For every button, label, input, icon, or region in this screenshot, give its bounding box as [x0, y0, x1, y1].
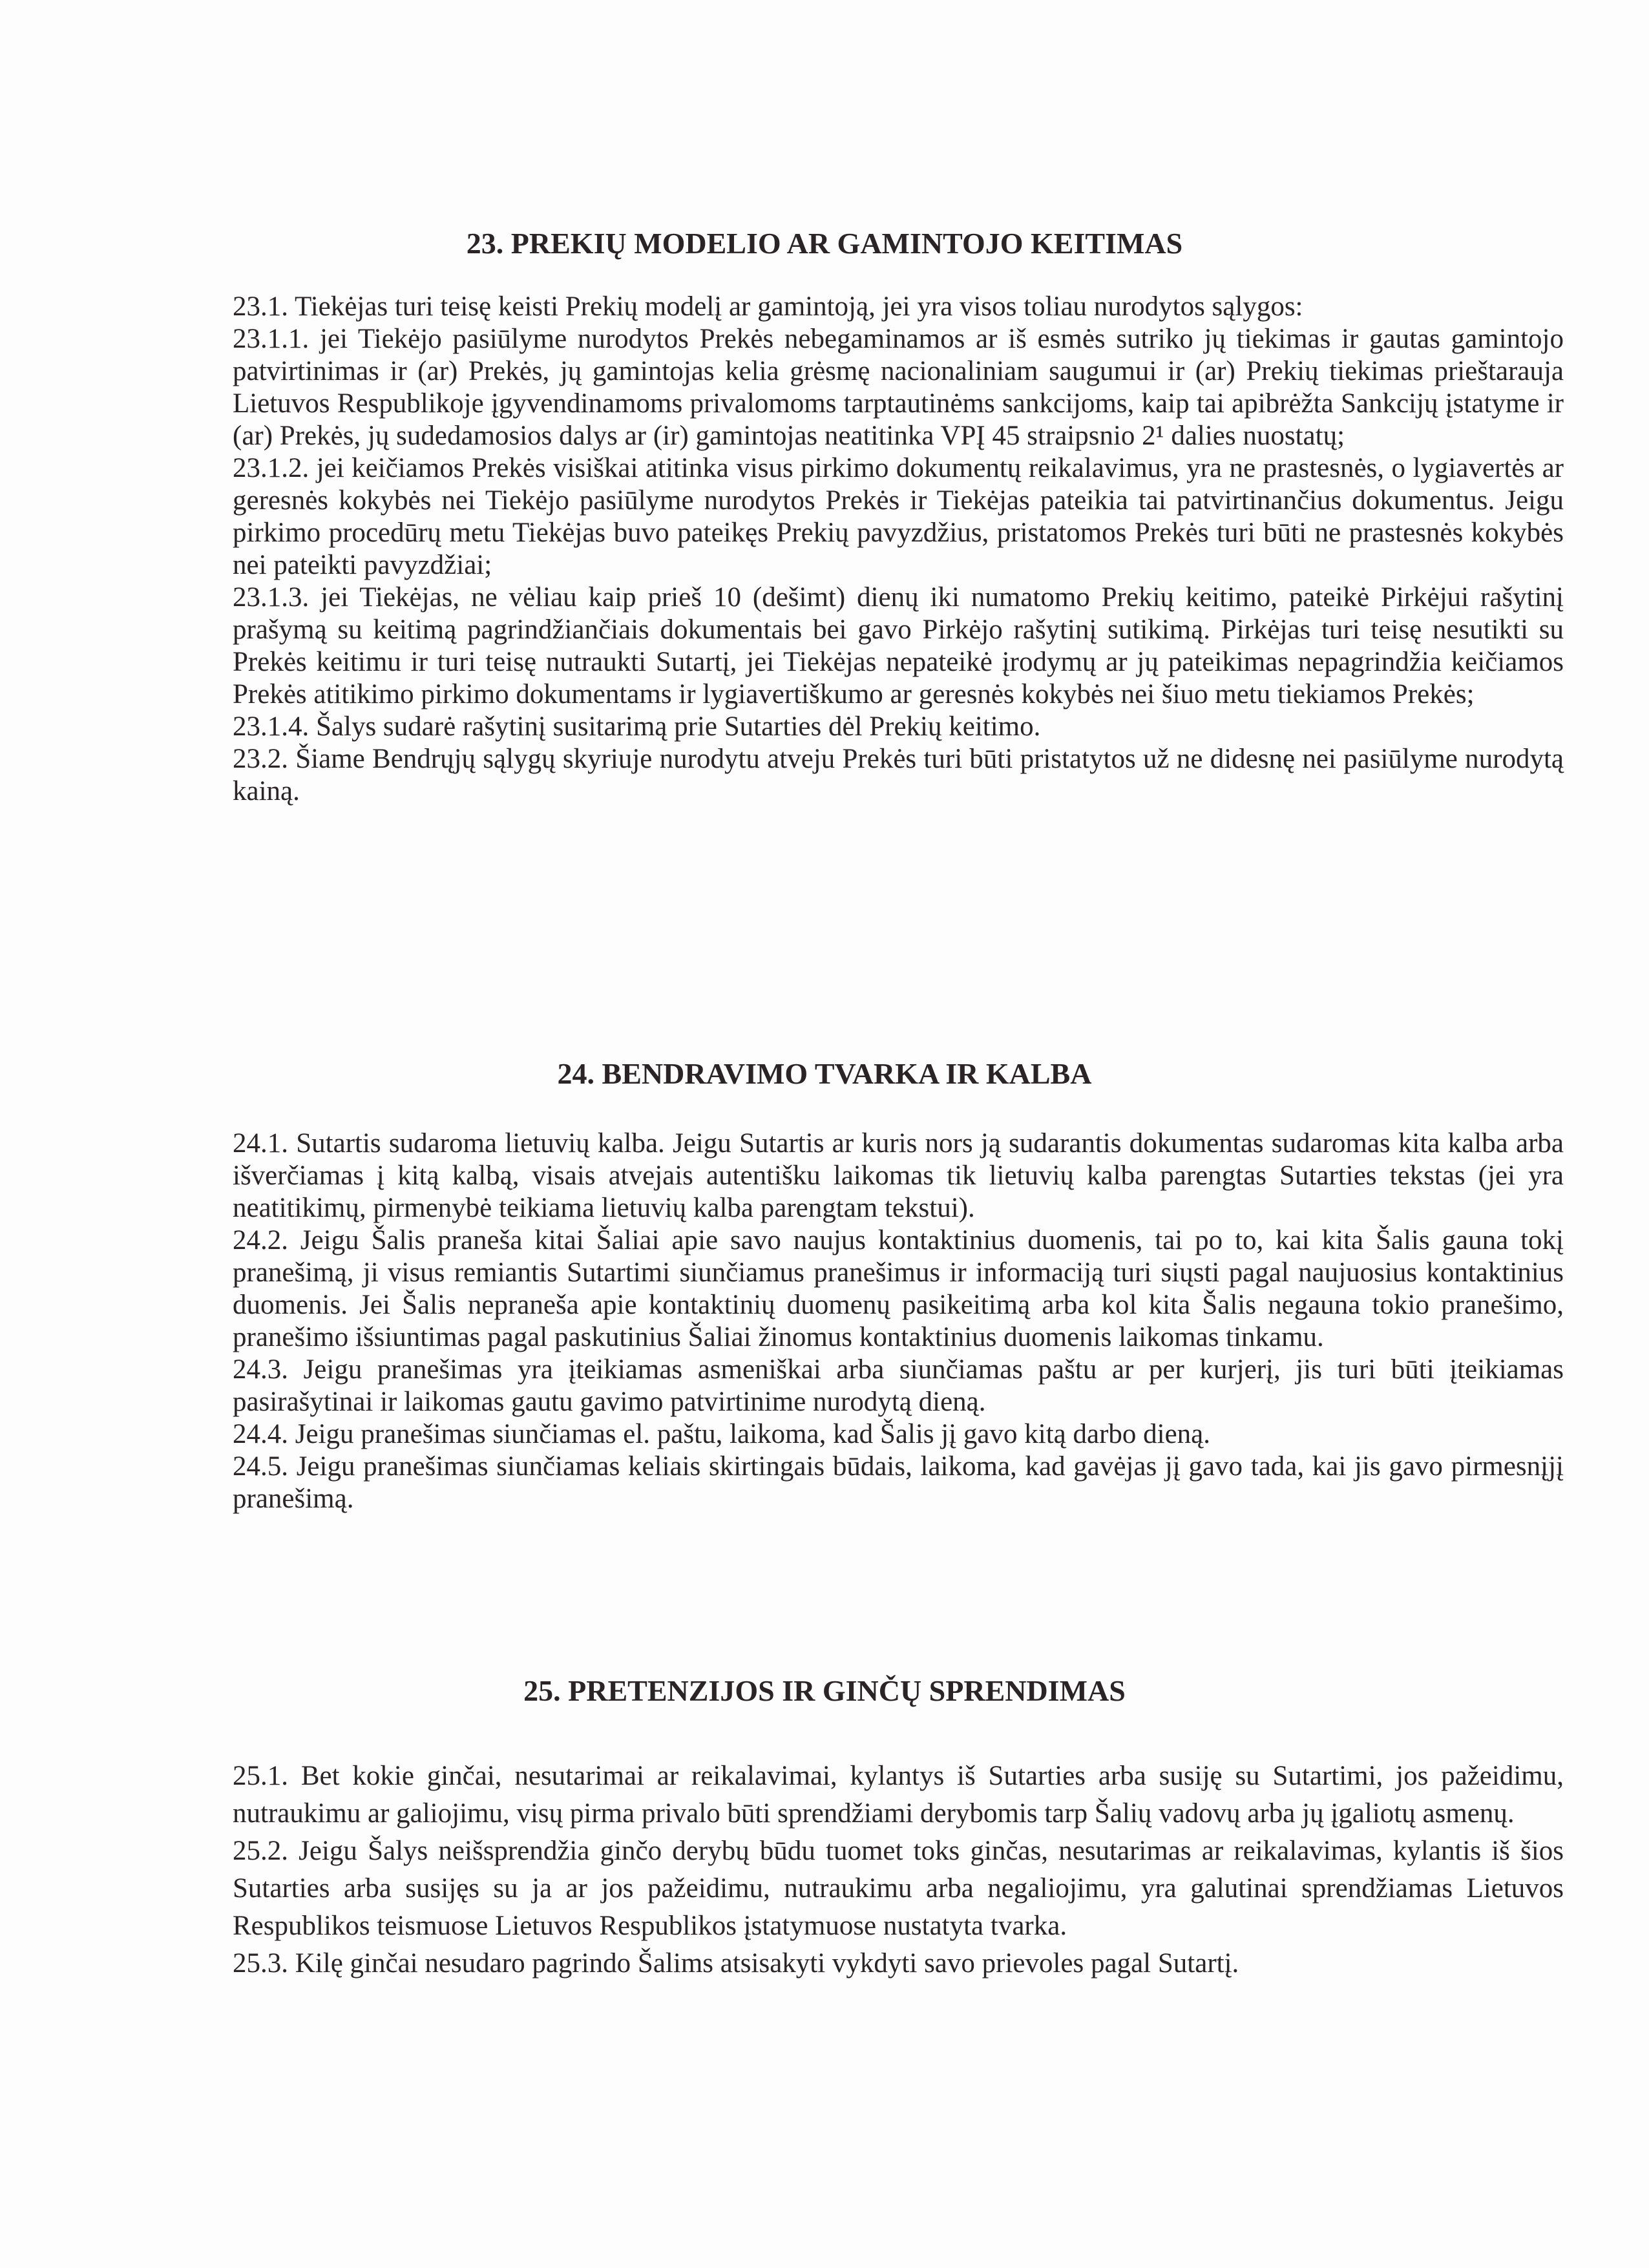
clause-24-4: 24.4. Jeigu pranešimas siunčiamas el. paštu, laikoma, kad Šalis jį gavo kitą darbo dieną.: [233, 1419, 1211, 1449]
section-25-heading: 25. PRETENZIJOS IR GINČŲ SPRENDIMAS: [523, 1674, 1126, 1707]
clause-24-3: 24.3. Jeigu pranešimas yra įteikiamas asmeniškai arba siunčiamas paštu ar per kurjerį, jis turi būti įteikiamas pasirašytinai ir laikomas gautu gavimo patvirtinime nurodytą dieną.: [233, 1354, 1564, 1417]
clause-25-3: 25.3. Kilę ginčai nesudaro pagrindo Šalims atsisakyti vykdyti savo prievoles pagal Sutartį.: [233, 1948, 1239, 1979]
section-24-heading: 24. BENDRAVIMO TVARKA IR KALBA: [557, 1057, 1092, 1090]
clause-23-1-4: 23.1.4. Šalys sudarė rašytinį susitarimą prie Sutarties dėl Prekių keitimo.: [233, 711, 1041, 742]
section-24-body: [233, 1128, 1564, 1515]
clause-23-2: 23.2. Šiame Bendrųjų sąlygų skyriuje nurodytu atveju Prekės turi būti pristatytos už ne didesnę nei pasiūlyme nurodytą kainą.: [233, 744, 1564, 806]
clause-24-5: 24.5. Jeigu pranešimas siunčiamas keliais skirtingais būdais, laikoma, kad gavėjas jį gavo tada, kai jis gavo pirmesnįjį pranešimą.: [233, 1451, 1564, 1514]
section-23-body: [233, 291, 1564, 808]
clause-24-2: 24.2. Jeigu Šalis praneša kitai Šaliai apie savo naujus kontaktinius duomenis, tai po to, kai kita Šalis gauna tokį pranešimą, ji visus remiantis Sutartimi siunčiamus pranešimus ir informaciją turi siųsti pagal naujuosius kontaktinius duomenis. Jei Šalis nepraneša apie kontaktinių duomenų pasikeitimą arba kol kita Šalis negauna tokio pranešimo, pranešimo išsiuntimas pagal paskutinius Šaliai žinomus kontaktinius duomenis laikomas tinkamu.: [233, 1225, 1564, 1352]
clause-23-1-1: 23.1.1. jei Tiekėjo pasiūlyme nurodytos Prekės nebegaminamos ar iš esmės sutriko jų tiekimas ir gautas gamintojo patvirtinimas ir (ar) Prekės, jų gamintojas kelia grėsmę nacionaliniam saugumui ir (ar) Prekių tiekimas prieštarauja Lietuvos Respublikoje įgyvendinamoms privalomoms tarptautinėms sankcijoms, kaip tai apibrėžta Sankcijų įstatyme ir (ar) Prekės, jų sudedamosios dalys ar (ir) gamintojas neatitinka VPĮ 45 straipsnio 2¹ dalies nuostatų;: [233, 324, 1564, 451]
clause-25-1: 25.1. Bet kokie ginčai, nesutarimai ar reikalavimai, kylantys iš Sutarties arba susiję su Sutartimi, jos pažeidimu, nutraukimu ar galiojimu, visų pirma privalo būti sprendžiami derybomis tarp Šalių vadovų arba jų įgaliotų asmenų.: [233, 1761, 1564, 1829]
clause-25-2: 25.2. Jeigu Šalys neišsprendžia ginčo derybų būdu tuomet toks ginčas, nesutarimas ar reikalavimas, kylantis iš šios Sutarties arba susijęs su ja ar jos pažeidimu, nutraukimu arba negaliojimu, yra galutinai sprendžiamas Lietuvos Respublikos teismuose Lietuvos Respublikos įstatymuose nustatyta tvarka.: [233, 1836, 1564, 1941]
clause-23-1-2: 23.1.2. jei keičiamos Prekės visiškai atitinka visus pirkimo dokumentų reikalavimus, yra ne prastesnės, o lygiavertės ar geresnės kokybės nei Tiekėjo pasiūlyme nurodytos Prekės ir Tiekėjas pateikia tai patvirtinančius dokumentus. Jeigu pirkimo procedūrų metu Tiekėjas buvo pateikęs Prekių pavyzdžius, pristatomos Prekės turi būti ne prastesnės kokybės nei pateikti pavyzdžiai;: [233, 453, 1564, 580]
clause-23-1: 23.1. Tiekėjas turi teisę keisti Prekių modelį ar gamintoją, jei yra visos toliau nurodytos sąlygos:: [233, 291, 1303, 322]
clause-23-1-3: 23.1.3. jei Tiekėjas, ne vėliau kaip prieš 10 (dešimt) dienų iki numatomo Prekių keitimo, pateikė Pirkėjui rašytinį prašymą su keitimą pagrindžiančiais dokumentais bei gavo Pirkėjo rašytinį sutikimą. Pirkėjas turi teisę nesutikti su Prekės keitimu ir turi teisę nutraukti Sutartį, jei Tiekėjas nepateikė įrodymų ar jų pateikimas nepagrindžia keičiamos Prekės atitikimo pirkimo dokumentams ir lygiavertiškumo ar geresnės kokybės nei šiuo metu tiekiamos Prekės;: [233, 582, 1564, 709]
section-25-body: [233, 1758, 1564, 1982]
clause-24-1: 24.1. Sutartis sudaroma lietuvių kalba. Jeigu Sutartis ar kuris nors ją sudarantis dokumentas sudaromas kita kalba arba išverčiamas į kitą kalbą, visais atvejais autentišku laikomas tik lietuvių kalba parengtas Sutarties tekstas (jei yra neatitikimų, pirmenybė teikiama lietuvių kalba parengtam tekstui).: [233, 1128, 1564, 1223]
section-23-heading: 23. PREKIŲ MODELIO AR GAMINTOJO KEITIMAS: [466, 227, 1183, 260]
